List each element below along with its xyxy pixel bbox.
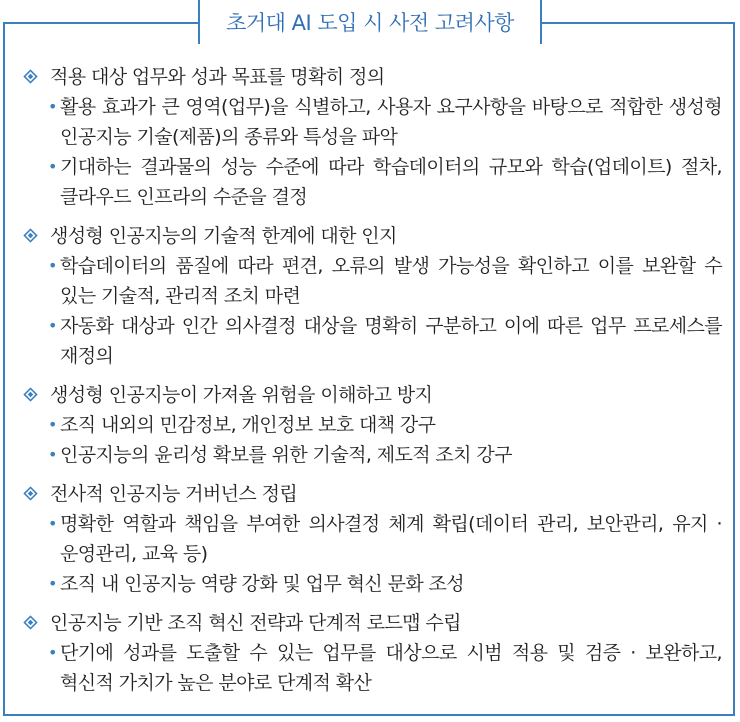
section-heading-text: 생성형 인공지능의 기술적 한계에 대한 인지 (50, 225, 397, 247)
dot-bullet-icon: • (48, 316, 57, 335)
section-heading-text: 적용 대상 업무와 성과 목표를 명확히 정의 (50, 66, 385, 88)
section-heading (22, 62, 722, 92)
section-heading (22, 479, 722, 509)
diamond-bullet-icon (23, 228, 37, 242)
section-heading (22, 608, 722, 638)
list-item-text: 기대하는 결과물의 성능 수준에 따라 학습데이터의 규모와 학습(업데이트) 절차, 클라우드 인프라의 수준을 결정 (60, 156, 722, 208)
section-heading-text: 인공지능 기반 조직 혁신 전략과 단계적 로드맵 수립 (50, 612, 461, 634)
diamond-bullet-icon (23, 615, 37, 629)
section-4 (22, 479, 722, 599)
list-item-text: 조직 내외의 민감정보, 개인정보 보호 대책 강구 (60, 414, 436, 436)
list-item (48, 509, 722, 569)
list-item (48, 410, 722, 440)
list-item (48, 440, 722, 470)
list-item-text: 인공지능의 윤리성 확보를 위한 기술적, 제도적 조치 강구 (60, 444, 512, 466)
page-title: 초거대 AI 도입 시 사전 고려사항 (226, 11, 514, 35)
section-2 (22, 221, 722, 371)
list-item-text: 학습데이터의 품질에 따라 편견, 오류의 발생 가능성을 확인하고 이를 보완할 수 있는 기술적, 관리적 조치 마련 (60, 255, 722, 307)
section-5 (22, 608, 722, 698)
list-item-text: 활용 효과가 큰 영역(업무)을 식별하고, 사용자 요구사항을 바탕으로 적합한 생성형 인공지능 기술(제품)의 종류와 특성을 파악 (60, 96, 722, 148)
dot-bullet-icon: • (48, 256, 57, 275)
list-item (48, 92, 722, 152)
list-item (48, 638, 722, 698)
dot-bullet-icon: • (48, 97, 57, 116)
dot-bullet-icon: • (48, 157, 57, 176)
list-item (48, 251, 722, 311)
section-3 (22, 380, 722, 470)
section-heading-text: 생성형 인공지능이 가져올 위험을 이해하고 방지 (50, 384, 433, 406)
dot-bullet-icon: • (48, 415, 57, 434)
diamond-bullet-icon (23, 69, 37, 83)
list-item-text: 자동화 대상과 인간 의사결정 대상을 명확히 구분하고 이에 따른 업무 프로세스를 재정의 (60, 315, 722, 367)
content-area (22, 62, 722, 707)
diamond-bullet-icon (23, 486, 37, 500)
dot-bullet-icon: • (48, 574, 57, 593)
list-item-text: 명확한 역할과 책임을 부여한 의사결정 체계 확립(데이터 관리, 보안관리, 유지 · 운영관리, 교육 등) (60, 513, 722, 565)
dot-bullet-icon: • (48, 643, 57, 662)
list-item (48, 152, 722, 212)
dot-bullet-icon: • (48, 514, 57, 533)
dot-bullet-icon: • (48, 445, 57, 464)
list-item (48, 311, 722, 371)
section-heading (22, 380, 722, 410)
section-heading (22, 221, 722, 251)
list-item (48, 569, 722, 599)
section-heading-text: 전사적 인공지능 거버넌스 정립 (50, 483, 298, 505)
title-box (198, 0, 542, 44)
list-item-text: 단기에 성과를 도출할 수 있는 업무를 대상으로 시범 적용 및 검증 · 보완하고, 혁신적 가치가 높은 분야로 단계적 확산 (60, 642, 722, 694)
section-1 (22, 62, 722, 212)
list-item-text: 조직 내 인공지능 역량 강화 및 업무 혁신 문화 조성 (60, 573, 465, 595)
diamond-bullet-icon (23, 387, 37, 401)
